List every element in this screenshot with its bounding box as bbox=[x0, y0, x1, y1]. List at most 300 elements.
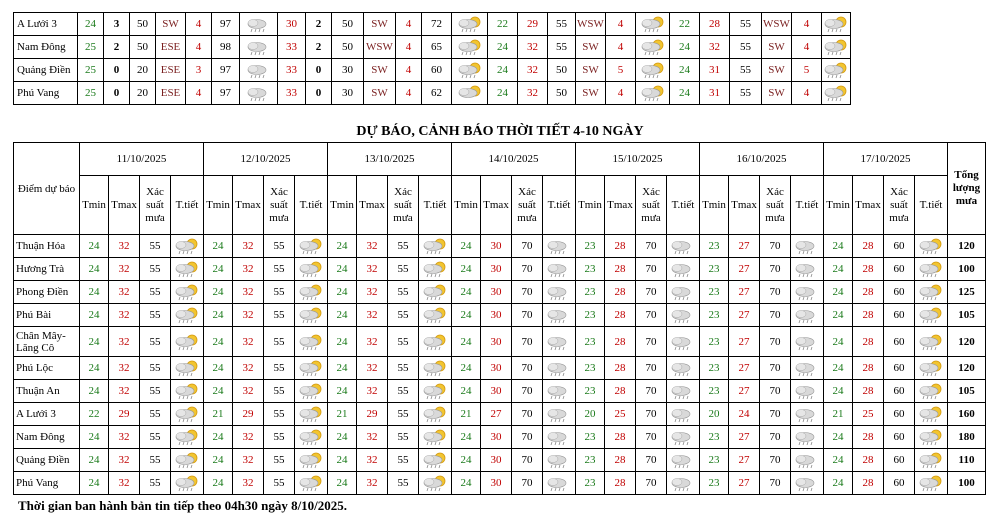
weather-cloud-rain-icon bbox=[543, 380, 576, 403]
top-cell: 50 bbox=[548, 59, 576, 82]
tmax-cell: 32 bbox=[233, 281, 264, 304]
top-cell: 33 bbox=[278, 36, 306, 59]
weather-cloud-rain-icon bbox=[667, 426, 700, 449]
weather-sun-cloud-rain-icon bbox=[915, 327, 948, 357]
rain-prob-cell: 70 bbox=[636, 380, 667, 403]
tmax-cell: 30 bbox=[481, 449, 512, 472]
top-cell: SW bbox=[364, 59, 396, 82]
top-cell: 22 bbox=[488, 13, 518, 36]
tmin-cell: 23 bbox=[576, 426, 605, 449]
rain-prob-cell: 55 bbox=[264, 258, 295, 281]
station-name: A Lưới 3 bbox=[14, 13, 78, 36]
tmin-cell: 24 bbox=[452, 380, 481, 403]
rain-prob-cell: 60 bbox=[884, 357, 915, 380]
top-cell: WSW bbox=[762, 13, 792, 36]
tmin-cell: 23 bbox=[700, 327, 729, 357]
tmin-cell: 24 bbox=[80, 472, 109, 495]
top-cell: 4 bbox=[792, 82, 822, 105]
top-cell: 2 bbox=[306, 36, 332, 59]
tmin-cell: 24 bbox=[204, 426, 233, 449]
tmax-cell: 32 bbox=[109, 472, 140, 495]
top-cell: 55 bbox=[548, 36, 576, 59]
top-cell: SW bbox=[364, 82, 396, 105]
top-cell: 20 bbox=[130, 82, 156, 105]
tmin-cell: 24 bbox=[204, 380, 233, 403]
tmax-cell: 28 bbox=[853, 327, 884, 357]
weather-cloud-rain-icon bbox=[667, 281, 700, 304]
rain-prob-cell: 55 bbox=[264, 472, 295, 495]
field-header-prob: Xác suất mưa bbox=[884, 176, 915, 235]
field-header-wx: T.tiết bbox=[915, 176, 948, 235]
station-name: Hương Trà bbox=[14, 258, 80, 281]
rain-prob-cell: 70 bbox=[512, 281, 543, 304]
forecast-row bbox=[14, 258, 986, 281]
tmin-cell: 24 bbox=[328, 449, 357, 472]
tmax-cell: 28 bbox=[853, 426, 884, 449]
rain-prob-cell: 55 bbox=[140, 327, 171, 357]
tmax-cell: 32 bbox=[357, 472, 388, 495]
field-header-tmax: Tmax bbox=[853, 176, 884, 235]
top-cell: 98 bbox=[212, 36, 240, 59]
station-name: Nam Đông bbox=[14, 36, 78, 59]
header-total-rain: Tổng lượng mưa bbox=[948, 143, 986, 235]
tmin-cell: 24 bbox=[824, 281, 853, 304]
field-header-tmax: Tmax bbox=[109, 176, 140, 235]
tmax-cell: 27 bbox=[729, 357, 760, 380]
top-cell: SW bbox=[364, 13, 396, 36]
tmax-cell: 30 bbox=[481, 357, 512, 380]
top-cell: 24 bbox=[488, 59, 518, 82]
rain-prob-cell: 70 bbox=[636, 327, 667, 357]
top-cell: 24 bbox=[488, 36, 518, 59]
top-cell: 0 bbox=[306, 82, 332, 105]
total-rain-cell: 120 bbox=[948, 357, 986, 380]
tmax-cell: 32 bbox=[109, 258, 140, 281]
rain-prob-cell: 70 bbox=[636, 281, 667, 304]
weather-sun-cloud-rain-icon bbox=[295, 449, 328, 472]
tmin-cell: 23 bbox=[576, 327, 605, 357]
top-cell: 50 bbox=[130, 36, 156, 59]
weather-sun-cloud-rain-icon bbox=[822, 13, 851, 36]
field-header-prob: Xác suất mưa bbox=[140, 176, 171, 235]
top-cell: 62 bbox=[422, 82, 452, 105]
top-cell: 97 bbox=[212, 82, 240, 105]
weather-cloud-rain-icon bbox=[791, 304, 824, 327]
rain-prob-cell: 55 bbox=[140, 235, 171, 258]
rain-prob-cell: 70 bbox=[512, 258, 543, 281]
total-rain-cell: 160 bbox=[948, 403, 986, 426]
rain-prob-cell: 60 bbox=[884, 304, 915, 327]
weather-cloud-rain-icon bbox=[240, 82, 278, 105]
weather-sun-cloud-rain-icon bbox=[636, 82, 670, 105]
rain-prob-cell: 60 bbox=[884, 327, 915, 357]
rain-prob-cell: 70 bbox=[760, 357, 791, 380]
station-name: Nam Đông bbox=[14, 426, 80, 449]
station-name: Quảng Điền bbox=[14, 449, 80, 472]
tmin-cell: 23 bbox=[700, 235, 729, 258]
top-cell: 4 bbox=[396, 82, 422, 105]
tmin-cell: 24 bbox=[204, 357, 233, 380]
rain-prob-cell: 55 bbox=[264, 304, 295, 327]
footer-note: Thời gian ban hành bản tin tiếp theo 04h30 ngày 8/10/2025. bbox=[18, 498, 348, 513]
field-header-wx: T.tiết bbox=[791, 176, 824, 235]
field-header-tmax: Tmax bbox=[729, 176, 760, 235]
tmax-cell: 32 bbox=[109, 426, 140, 449]
rain-prob-cell: 70 bbox=[512, 472, 543, 495]
top-cell: 0 bbox=[104, 82, 130, 105]
top-cell: 30 bbox=[332, 59, 364, 82]
tmax-cell: 25 bbox=[853, 403, 884, 426]
tmin-cell: 24 bbox=[824, 327, 853, 357]
tmin-cell: 20 bbox=[576, 403, 605, 426]
top-cell: 4 bbox=[792, 36, 822, 59]
total-rain-cell: 180 bbox=[948, 426, 986, 449]
tmin-cell: 23 bbox=[576, 235, 605, 258]
top-cell: 4 bbox=[396, 13, 422, 36]
top-cell: 33 bbox=[278, 82, 306, 105]
top-cell: 50 bbox=[332, 36, 364, 59]
top-cell: 0 bbox=[306, 59, 332, 82]
tmax-cell: 30 bbox=[481, 380, 512, 403]
field-header-wx: T.tiết bbox=[171, 176, 204, 235]
tmax-cell: 32 bbox=[109, 449, 140, 472]
rain-prob-cell: 60 bbox=[884, 235, 915, 258]
tmax-cell: 27 bbox=[729, 281, 760, 304]
top-cell: ESE bbox=[156, 82, 186, 105]
rain-prob-cell: 55 bbox=[388, 304, 419, 327]
tmax-cell: 30 bbox=[481, 235, 512, 258]
field-header-prob: Xác suất mưa bbox=[512, 176, 543, 235]
forecast-row bbox=[14, 449, 986, 472]
tmin-cell: 24 bbox=[80, 380, 109, 403]
tmax-cell: 28 bbox=[853, 357, 884, 380]
rain-prob-cell: 55 bbox=[388, 327, 419, 357]
weather-sun-cloud-rain-icon bbox=[295, 357, 328, 380]
weather-sun-cloud-rain-icon bbox=[452, 59, 488, 82]
top-cell: 22 bbox=[670, 13, 700, 36]
total-rain-cell: 120 bbox=[948, 327, 986, 357]
rain-prob-cell: 70 bbox=[512, 357, 543, 380]
top-row bbox=[14, 13, 851, 36]
tmax-cell: 28 bbox=[605, 304, 636, 327]
top-cell: 29 bbox=[518, 13, 548, 36]
tmax-cell: 28 bbox=[853, 235, 884, 258]
field-header-tmin: Tmin bbox=[204, 176, 233, 235]
top-cell: 4 bbox=[186, 13, 212, 36]
weather-sun-cloud-rain-icon bbox=[295, 235, 328, 258]
tmin-cell: 24 bbox=[452, 281, 481, 304]
top-cell: 24 bbox=[78, 13, 104, 36]
rain-prob-cell: 70 bbox=[760, 380, 791, 403]
tmax-cell: 30 bbox=[481, 472, 512, 495]
top-cell: 30 bbox=[278, 13, 306, 36]
top-cell: 55 bbox=[730, 13, 762, 36]
rain-prob-cell: 60 bbox=[884, 426, 915, 449]
top-cell: 50 bbox=[332, 13, 364, 36]
weather-sun-cloud-rain-icon bbox=[295, 472, 328, 495]
tmin-cell: 24 bbox=[824, 304, 853, 327]
header-row-fields bbox=[14, 176, 986, 235]
tmax-cell: 28 bbox=[853, 449, 884, 472]
forecast-row bbox=[14, 403, 986, 426]
weather-sun-cloud-rain-icon bbox=[822, 59, 851, 82]
top-cell: 2 bbox=[306, 13, 332, 36]
top-cell: SW bbox=[762, 82, 792, 105]
tmin-cell: 24 bbox=[80, 235, 109, 258]
weather-sun-cloud-rain-icon bbox=[295, 281, 328, 304]
tmax-cell: 27 bbox=[729, 426, 760, 449]
tmin-cell: 24 bbox=[204, 449, 233, 472]
field-header-tmin: Tmin bbox=[824, 176, 853, 235]
rain-prob-cell: 55 bbox=[140, 357, 171, 380]
tmax-cell: 32 bbox=[109, 235, 140, 258]
top-cell: 24 bbox=[488, 82, 518, 105]
top-cell: SW bbox=[762, 36, 792, 59]
top-cell: 3 bbox=[104, 13, 130, 36]
tmin-cell: 23 bbox=[576, 258, 605, 281]
forecast-row bbox=[14, 472, 986, 495]
rain-prob-cell: 70 bbox=[512, 304, 543, 327]
tmax-cell: 27 bbox=[729, 258, 760, 281]
tmin-cell: 23 bbox=[576, 357, 605, 380]
top-cell: SW bbox=[576, 36, 606, 59]
tmax-cell: 28 bbox=[605, 472, 636, 495]
weather-sun-cloud-rain-icon bbox=[636, 36, 670, 59]
top-cell: 25 bbox=[78, 36, 104, 59]
station-name: Phú Lộc bbox=[14, 357, 80, 380]
weather-cloud-rain-icon bbox=[791, 449, 824, 472]
station-name: Phong Điền bbox=[14, 281, 80, 304]
tmin-cell: 24 bbox=[328, 327, 357, 357]
top-cell: 20 bbox=[130, 59, 156, 82]
tmin-cell: 24 bbox=[452, 258, 481, 281]
top-cell: 0 bbox=[104, 59, 130, 82]
top-cell: WSW bbox=[364, 36, 396, 59]
weather-sun-cloud-rain-icon bbox=[452, 36, 488, 59]
weather-sun-cloud-rain-icon bbox=[915, 304, 948, 327]
station-name: Phú Vang bbox=[14, 472, 80, 495]
tmin-cell: 23 bbox=[700, 304, 729, 327]
top-cell: 50 bbox=[130, 13, 156, 36]
rain-prob-cell: 70 bbox=[636, 304, 667, 327]
top-cell: 55 bbox=[730, 59, 762, 82]
weather-cloud-rain-icon bbox=[543, 426, 576, 449]
rain-prob-cell: 55 bbox=[388, 472, 419, 495]
top-cell: SW bbox=[576, 82, 606, 105]
weather-sun-cloud-rain-icon bbox=[171, 403, 204, 426]
station-name: Quảng Điền bbox=[14, 59, 78, 82]
rain-prob-cell: 70 bbox=[636, 472, 667, 495]
tmin-cell: 23 bbox=[700, 357, 729, 380]
forecast-table bbox=[13, 142, 986, 495]
rain-prob-cell: 70 bbox=[760, 235, 791, 258]
top-cell: 4 bbox=[606, 82, 636, 105]
weather-cloud-rain-icon bbox=[543, 472, 576, 495]
tmin-cell: 24 bbox=[328, 426, 357, 449]
tmin-cell: 24 bbox=[328, 235, 357, 258]
station-name: Thuận Hóa bbox=[14, 235, 80, 258]
date-header: 13/10/2025 bbox=[328, 143, 452, 176]
weather-cloud-rain-icon bbox=[543, 403, 576, 426]
weather-cloud-rain-icon bbox=[791, 380, 824, 403]
station-name: Phú Bài bbox=[14, 304, 80, 327]
rain-prob-cell: 60 bbox=[884, 403, 915, 426]
rain-prob-cell: 70 bbox=[760, 258, 791, 281]
rain-prob-cell: 70 bbox=[512, 403, 543, 426]
top-cell: 65 bbox=[422, 36, 452, 59]
rain-prob-cell: 70 bbox=[636, 426, 667, 449]
top-cell: 32 bbox=[700, 36, 730, 59]
rain-prob-cell: 55 bbox=[388, 281, 419, 304]
top-cell: ESE bbox=[156, 36, 186, 59]
total-rain-cell: 125 bbox=[948, 281, 986, 304]
rain-prob-cell: 70 bbox=[636, 357, 667, 380]
top-cell: 4 bbox=[396, 59, 422, 82]
weather-cloud-rain-icon bbox=[791, 426, 824, 449]
weather-cloud-rain-icon bbox=[791, 403, 824, 426]
station-name: Thuận An bbox=[14, 380, 80, 403]
rain-prob-cell: 60 bbox=[884, 449, 915, 472]
rain-prob-cell: 70 bbox=[512, 449, 543, 472]
tmax-cell: 27 bbox=[729, 327, 760, 357]
forecast-row bbox=[14, 327, 986, 357]
top-cell: 55 bbox=[730, 36, 762, 59]
tmin-cell: 23 bbox=[700, 281, 729, 304]
tmin-cell: 21 bbox=[824, 403, 853, 426]
tmax-cell: 32 bbox=[109, 281, 140, 304]
weather-cloud-rain-icon bbox=[791, 472, 824, 495]
tmin-cell: 24 bbox=[80, 357, 109, 380]
tmin-cell: 24 bbox=[328, 357, 357, 380]
weather-sun-cloud-rain-icon bbox=[419, 403, 452, 426]
tmax-cell: 32 bbox=[109, 380, 140, 403]
date-header: 17/10/2025 bbox=[824, 143, 948, 176]
rain-prob-cell: 70 bbox=[636, 403, 667, 426]
weather-cloud-rain-icon bbox=[791, 235, 824, 258]
tmin-cell: 24 bbox=[328, 380, 357, 403]
top-cell: 4 bbox=[606, 36, 636, 59]
top-cell: 4 bbox=[186, 82, 212, 105]
date-header: 11/10/2025 bbox=[80, 143, 204, 176]
field-header-wx: T.tiết bbox=[667, 176, 700, 235]
weather-cloud-rain-icon bbox=[791, 327, 824, 357]
weather-cloud-rain-icon bbox=[791, 281, 824, 304]
top-cell: 55 bbox=[730, 82, 762, 105]
tmin-cell: 24 bbox=[824, 426, 853, 449]
tmax-cell: 27 bbox=[481, 403, 512, 426]
rain-prob-cell: 55 bbox=[140, 472, 171, 495]
top-row bbox=[14, 82, 851, 105]
tmin-cell: 24 bbox=[80, 449, 109, 472]
tmax-cell: 28 bbox=[605, 380, 636, 403]
field-header-tmax: Tmax bbox=[481, 176, 512, 235]
weather-sun-cloud-rain-icon bbox=[915, 380, 948, 403]
field-header-wx: T.tiết bbox=[295, 176, 328, 235]
top-cell: 4 bbox=[606, 13, 636, 36]
tmax-cell: 28 bbox=[605, 449, 636, 472]
weather-sun-cloud-rain-icon bbox=[419, 449, 452, 472]
field-header-tmin: Tmin bbox=[576, 176, 605, 235]
top-cell: 4 bbox=[792, 13, 822, 36]
weather-sun-cloud-rain-icon bbox=[419, 426, 452, 449]
forecast-row bbox=[14, 357, 986, 380]
top-cell: 4 bbox=[396, 36, 422, 59]
tmax-cell: 27 bbox=[729, 449, 760, 472]
top-cell: 5 bbox=[606, 59, 636, 82]
weather-sun-cloud-rain-icon bbox=[915, 426, 948, 449]
top-cell: 2 bbox=[104, 36, 130, 59]
tmax-cell: 28 bbox=[605, 357, 636, 380]
tmax-cell: 32 bbox=[233, 304, 264, 327]
tmax-cell: 25 bbox=[605, 403, 636, 426]
tmax-cell: 27 bbox=[729, 304, 760, 327]
tmax-cell: 28 bbox=[853, 472, 884, 495]
weather-sun-cloud-rain-icon bbox=[915, 281, 948, 304]
rain-prob-cell: 60 bbox=[884, 472, 915, 495]
weather-sun-cloud-rain-icon bbox=[171, 258, 204, 281]
top-cell: 32 bbox=[518, 36, 548, 59]
top-cell: SW bbox=[576, 59, 606, 82]
tmax-cell: 28 bbox=[605, 426, 636, 449]
tmin-cell: 23 bbox=[576, 304, 605, 327]
tmax-cell: 32 bbox=[357, 258, 388, 281]
top-cell: 55 bbox=[548, 13, 576, 36]
weather-cloud-rain-icon bbox=[667, 380, 700, 403]
weather-sun-cloud-rain-icon bbox=[636, 59, 670, 82]
field-header-prob: Xác suất mưa bbox=[388, 176, 419, 235]
date-header: 14/10/2025 bbox=[452, 143, 576, 176]
top-cell: 5 bbox=[792, 59, 822, 82]
field-header-tmin: Tmin bbox=[328, 176, 357, 235]
top-row bbox=[14, 36, 851, 59]
top-cell: 32 bbox=[518, 82, 548, 105]
weather-sun-cloud-rain-icon bbox=[419, 281, 452, 304]
rain-prob-cell: 70 bbox=[760, 281, 791, 304]
rain-prob-cell: 55 bbox=[140, 258, 171, 281]
tmax-cell: 27 bbox=[729, 235, 760, 258]
tmin-cell: 24 bbox=[328, 281, 357, 304]
station-name: Phú Vang bbox=[14, 82, 78, 105]
weather-sun-cloud-rain-icon bbox=[171, 380, 204, 403]
tmin-cell: 24 bbox=[452, 304, 481, 327]
weather-sun-cloud-rain-icon bbox=[419, 258, 452, 281]
weather-cloud-rain-icon bbox=[240, 13, 278, 36]
tmin-cell: 23 bbox=[576, 472, 605, 495]
forecast-row bbox=[14, 235, 986, 258]
top-cell: 25 bbox=[78, 82, 104, 105]
rain-prob-cell: 55 bbox=[264, 449, 295, 472]
date-header: 16/10/2025 bbox=[700, 143, 824, 176]
weather-cloud-rain-icon bbox=[667, 449, 700, 472]
rain-prob-cell: 55 bbox=[264, 357, 295, 380]
top-cell: ESE bbox=[156, 59, 186, 82]
tmin-cell: 20 bbox=[700, 403, 729, 426]
rain-prob-cell: 60 bbox=[884, 281, 915, 304]
rain-prob-cell: 55 bbox=[264, 235, 295, 258]
tmin-cell: 23 bbox=[700, 472, 729, 495]
rain-prob-cell: 70 bbox=[760, 304, 791, 327]
tmin-cell: 24 bbox=[452, 235, 481, 258]
tmax-cell: 28 bbox=[605, 258, 636, 281]
rain-prob-cell: 70 bbox=[636, 449, 667, 472]
weather-sun-cloud-rain-icon bbox=[419, 327, 452, 357]
rain-prob-cell: 70 bbox=[636, 258, 667, 281]
rain-prob-cell: 70 bbox=[760, 472, 791, 495]
rain-prob-cell: 55 bbox=[140, 380, 171, 403]
tmax-cell: 30 bbox=[481, 281, 512, 304]
tmin-cell: 23 bbox=[700, 258, 729, 281]
top-cell: 25 bbox=[78, 59, 104, 82]
